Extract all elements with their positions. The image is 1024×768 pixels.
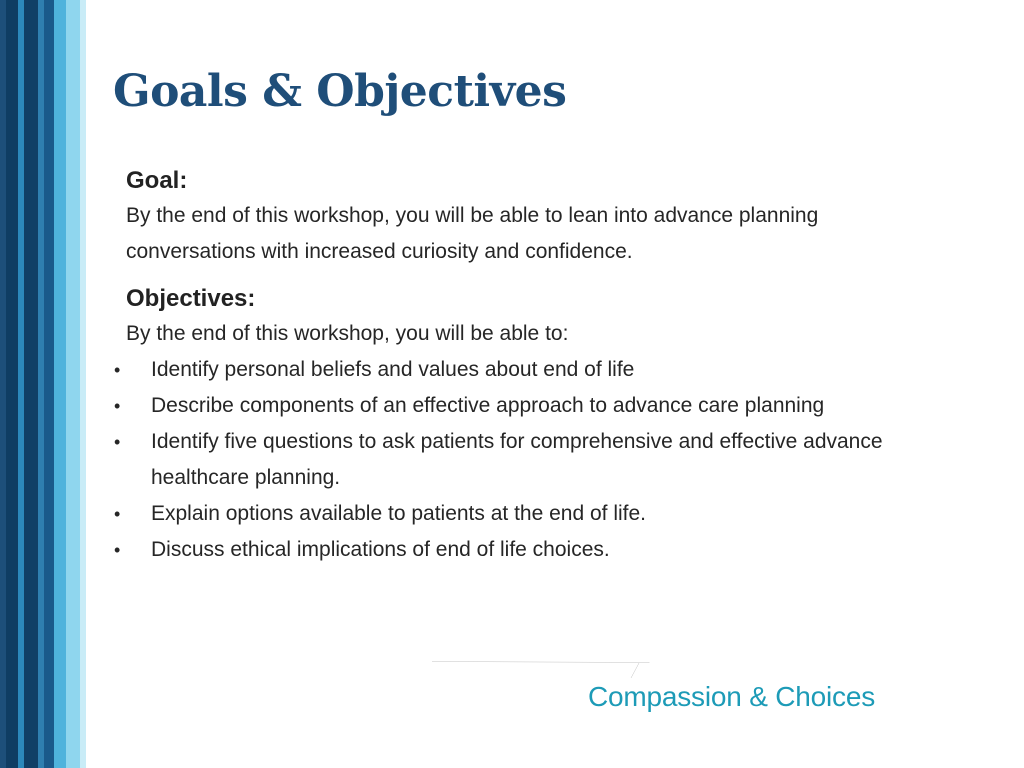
objectives-list	[114, 352, 986, 568]
bullet-icon: •	[114, 360, 121, 380]
compassion-choices-logo: Compassion & Choices	[588, 681, 876, 712]
goal-line-2: conversations with increased curiosity and confidence.	[126, 240, 633, 263]
objective-text: Discuss ethical implications of end of life choices.	[151, 538, 610, 561]
objective-item	[114, 388, 986, 424]
bullet-icon: •	[114, 396, 121, 416]
objective-text: Explain options available to patients at the end of life.	[151, 502, 646, 525]
objectives-heading: Objectives:	[126, 285, 256, 312]
objective-text: Describe components of an effective approach to advance care planning	[151, 394, 825, 417]
bullet-icon: •	[114, 432, 121, 452]
slide-content	[114, 164, 986, 568]
objective-item	[114, 352, 986, 388]
section-spacer	[126, 270, 986, 282]
objective-item	[114, 532, 986, 568]
objective-item	[114, 496, 986, 532]
objective-text: Identify five questions to ask patients for comprehensive and effective advance healthcare planning.	[151, 430, 883, 489]
footer-divider	[102, 660, 982, 680]
bullet-icon: •	[114, 540, 121, 560]
goal-line-1: By the end of this workshop, you will be able to lean into advance planning	[126, 204, 819, 227]
slide-title: Goals & Objectives	[113, 66, 567, 117]
objective-item	[114, 424, 986, 496]
objectives-intro: By the end of this workshop, you will be able to:	[126, 322, 569, 345]
objective-text: Identify personal beliefs and values about end of life	[151, 358, 635, 381]
decorative-stripes	[0, 0, 86, 768]
bullet-icon: •	[114, 504, 121, 524]
goal-heading: Goal:	[126, 167, 188, 194]
